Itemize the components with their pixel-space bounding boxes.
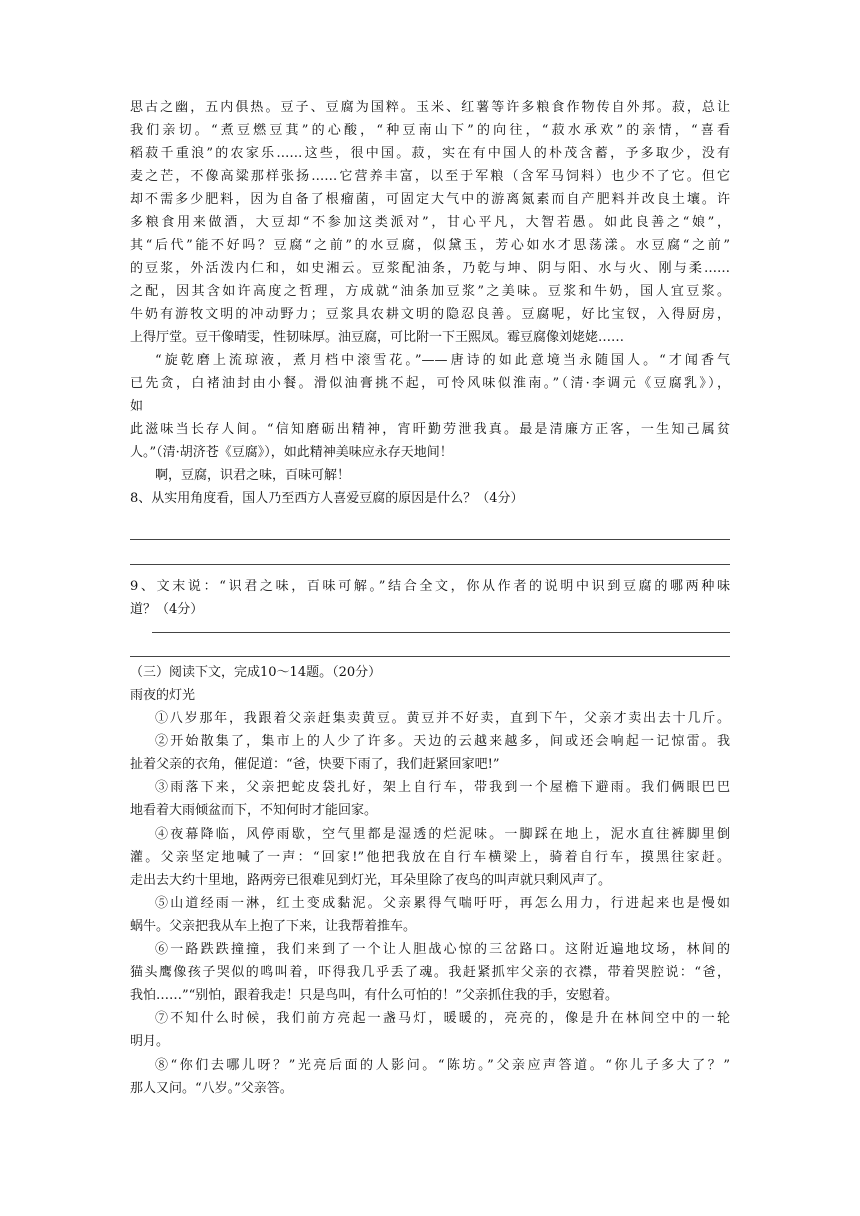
passage-closing: 啊，豆腐，识君之味，百味可解！: [155, 468, 351, 483]
story-line: 灌。父亲坚定地喊了一声：“回家!”他把我放在自行车横梁上，骑着自行车，摸黑往家赶。: [130, 850, 730, 865]
story-line: 我怕……”“别怕，跟着我走！只是鸟叫，有什么可怕的！”父亲抓住我的手，安慰着。: [130, 988, 618, 1003]
passage-line: 稻菽千重浪”的农家乐……这些，很中国。菽，实在有中国人的朴茂含蓄，予多取少，没有: [130, 146, 730, 161]
story-line: ④夜幕降临，风停雨歇，空气里都是湿透的烂泥味。一脚踩在地上，泥水直往裤脚里倒: [155, 827, 730, 842]
answer-line[interactable]: [130, 564, 730, 565]
passage-line: 之配，因其含如许高度之哲理，方成就“油条加豆浆”之美味。豆浆和牛奶，国人宜豆浆。: [130, 284, 730, 299]
story-line: 明月。: [130, 1034, 170, 1049]
question-9-cont: 道？（4分）: [130, 602, 204, 617]
passage-line: 上得厅堂。豆干像晴雯，性韧味厚。油豆腐，可比附一下王熙凤。霉豆腐像刘姥姥……: [130, 330, 625, 345]
story-line: ⑧“你们去哪儿呀？”光亮后面的人影问。“陈坊。”父亲应声答道。“你儿子多大了？”: [155, 1058, 730, 1073]
story-line: 地看着大雨倾盆而下，不知何时才能回家。: [130, 803, 378, 818]
poem-quote-line: 人。”（清·胡济苍《豆腐》），如此精神美味应永存天地间！: [130, 445, 453, 460]
story-line: ⑦不知什么时候，我们前方亮起一盏马灯，暖暖的，亮亮的，像是升在林间空中的一轮: [155, 1011, 730, 1026]
section-3-header: （三）阅读下文，完成10～14题。（20分）: [130, 665, 382, 680]
poem-quote-line: 此滋味当长存人间。“信知磨砺出精神，宵旰勤劳泄我真。最是清廉方正客，一生知己属贫: [130, 422, 730, 437]
story-line: 蜗牛。父亲把我从车上抱了下来，让我帮着推车。: [130, 919, 417, 934]
poem-quote-line: 如: [130, 399, 144, 414]
answer-line[interactable]: [130, 656, 730, 657]
story-line: ⑤山道经雨一淋，红土变成黏泥。父亲累得气喘吁吁，再怎么用力，行进起来也是慢如: [155, 896, 730, 911]
story-line: 扯着父亲的衣角，催促道：“爸，快要下雨了，我们赶紧回家吧!”: [130, 757, 500, 772]
passage-line: 的豆浆，外活泼内仁和，如史湘云。豆浆配油条，乃乾与坤、阴与阳、水与火、刚与柔……: [130, 261, 730, 276]
story-line: ②开始散集了，集市上的人少了许多。天边的云越来越多，间或还会响起一记惊雷。我: [155, 734, 730, 749]
answer-line[interactable]: [130, 539, 730, 540]
story-line: 走出去大约十里地，路两旁已很难见到灯光，耳朵里除了夜鸟的叫声就只剩风声了。: [130, 873, 612, 888]
story-line: ①八岁那年，我跟着父亲赶集卖黄豆。黄豆并不好卖，直到下午，父亲才卖出去十几斤。: [155, 711, 730, 726]
passage-line: 其“后代”能不好吗？豆腐“之前”的水豆腐，似黛玉，芳心如水才思荡漾。水豆腐“之前”: [130, 238, 730, 253]
poem-quote-line: “旋乾磨上流琼液，煮月档中滚雪花。”——唐诗的如此意境当永随国人。“才闻香气: [155, 353, 730, 368]
story-line: 那人又问。“八岁。”父亲答。: [130, 1081, 293, 1096]
question-9: 9、文末说：“识君之味，百味可解。”结合全文，你从作者的说明中识到豆腐的哪两种味: [130, 579, 730, 594]
story-line: ⑥一路跌跌撞撞，我们来到了一个让人胆战心惊的三岔路口。这附近遍地坟场，林间的: [155, 942, 730, 957]
story-line: ③雨落下来，父亲把蛇皮袋扎好，架上自行车，带我到一个屋檐下避雨。我们俩眼巴巴: [155, 780, 730, 795]
passage-line: 牛奶有游牧文明的冲动野力；豆浆具农耕文明的隐忍良善。豆腐呢，好比宝钗，入得厨房，: [130, 307, 730, 322]
passage-line: 却不需多少肥料，因为自备了根瘤菌，可固定大气中的游离氮素而自产肥料并改良土壤。许: [130, 192, 730, 207]
story-line: 猫头鹰像孩子哭似的鸣叫着，吓得我几乎丢了魂。我赶紧抓牢父亲的衣襟，带着哭腔说：“爸，: [130, 965, 730, 980]
poem-quote-line: 已先贪，白褚油封由小餐。滑似油膏挑不起，可怜风味似淮南。”（清·李调元《豆腐乳》），: [130, 376, 730, 391]
passage-line: 麦之芒，不像高粱那样张扬……它营养丰富，以至于军粮（含军马饲料）也少不了它。但它: [130, 169, 730, 184]
answer-line[interactable]: [152, 632, 730, 633]
passage-line: 思古之幽，五内俱热。豆子、豆腐为国粹。玉米、红薯等许多粮食作物传自外邦。菽，总让: [130, 100, 730, 115]
question-8: 8、从实用角度看，国人乃至西方人喜爱豆腐的原因是什么？（4分）: [130, 491, 524, 506]
passage-line: 我们亲切。“煮豆燃豆萁”的心酸，“种豆南山下”的向往，“菽水承欢”的亲情，“喜看: [130, 123, 730, 138]
passage-line: 多粮食用来做酒，大豆却“不参加这类派对”，甘心平凡，大智若愚。如此良善之“娘”，: [130, 215, 730, 230]
story-title: 雨夜的灯光: [130, 688, 196, 703]
